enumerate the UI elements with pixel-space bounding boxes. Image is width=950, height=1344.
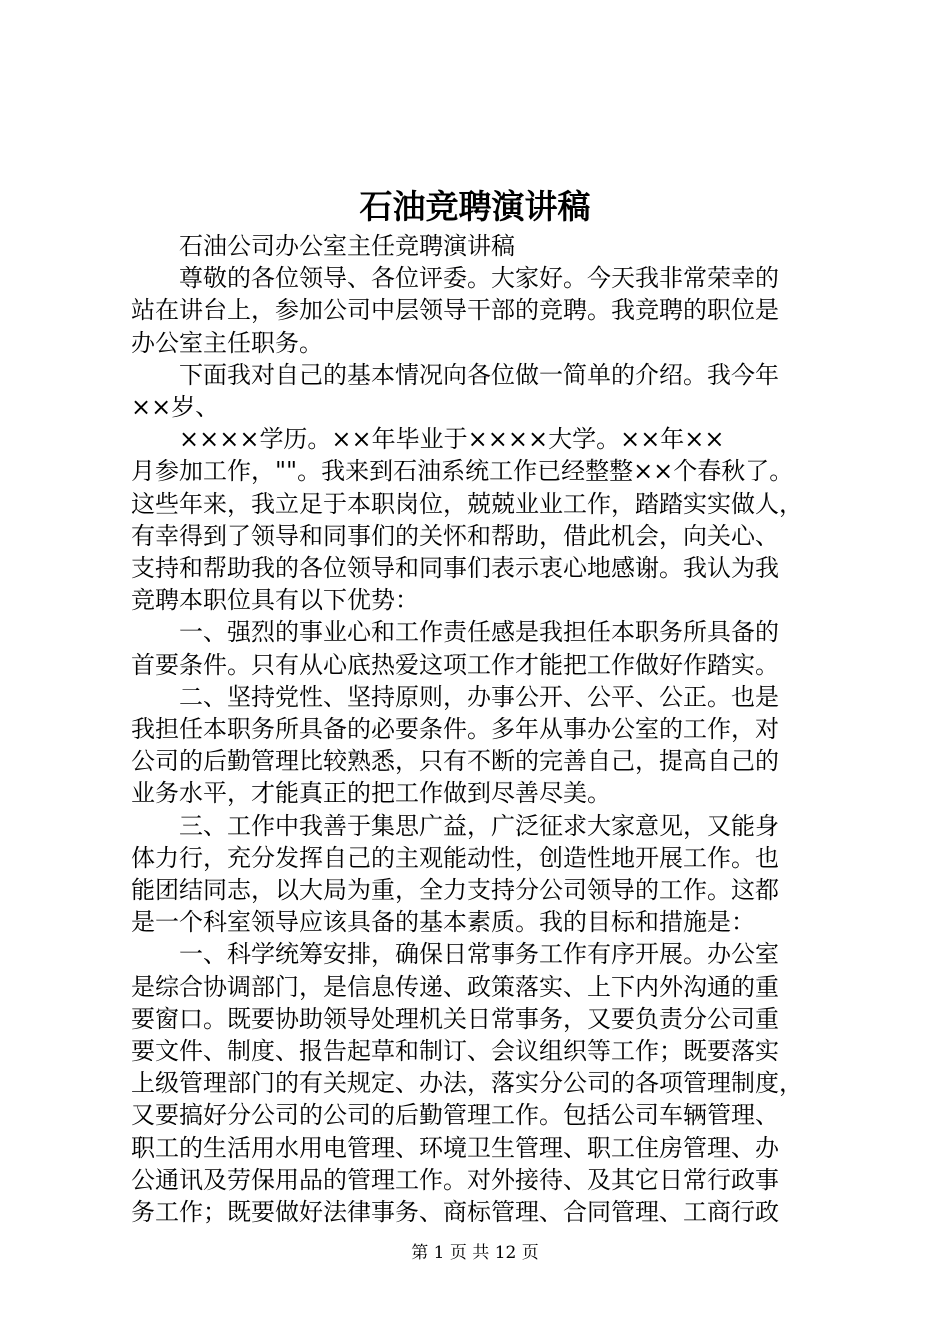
text-line: 务工作；既要做好法律事务、商标管理、合同管理、工商行政 (131, 1198, 779, 1227)
text-line: 业务水平，才能真正的把工作做到尽善尽美。 (131, 779, 611, 808)
text-line: 公司的后勤管理比较熟悉，只有不断的完善自己，提高自己的 (131, 747, 779, 776)
text-line: 职工的生活用水用电管理、环境卫生管理、职工住房管理、办 (131, 1133, 779, 1162)
text-line: 支持和帮助我的各位领导和同事们表示衷心地感谢。我认为我 (131, 554, 779, 583)
text-line: 下面我对自己的基本情况向各位做一简单的介绍。我今年 (179, 360, 779, 389)
text-line: 三、工作中我善于集思广益，广泛征求大家意见，又能身 (179, 811, 779, 840)
text-line: 有幸得到了领导和同事们的关怀和帮助，借此机会，向关心、 (131, 521, 779, 550)
text-line: 要窗口。既要协助领导处理机关日常事务，又要负责分公司重 (131, 1004, 779, 1033)
page-footer: 第 1 页 共 12 页 (411, 1243, 539, 1263)
text-line: 体力行，充分发挥自己的主观能动性，创造性地开展工作。也 (131, 843, 779, 872)
document-body (131, 230, 833, 1228)
text-line: 是综合协调部门，是信息传递、政策落实、上下内外沟通的重 (131, 972, 779, 1001)
text-line: 要文件、制度、报告起草和制订、会议组织等工作；既要落实 (131, 1037, 779, 1066)
text-line: 我担任本职务所具备的必要条件。多年从事办公室的工作，对 (131, 715, 779, 744)
text-line: 尊敬的各位领导、各位评委。大家好。今天我非常荣幸的 (179, 264, 779, 293)
text-line: 二、坚持党性、坚持原则，办事公开、公平、公正。也是 (179, 682, 779, 711)
text-line: 石油公司办公室主任竞聘演讲稿 (179, 232, 515, 260)
text-line: 办公室主任职务。 (131, 328, 323, 357)
text-line: 站在讲台上，参加公司中层领导干部的竞聘。我竞聘的职位是 (131, 296, 779, 325)
text-line: 是一个科室领导应该具备的基本素质。我的目标和措施是： (131, 908, 755, 937)
text-line: 上级管理部门的有关规定、办法，落实分公司的各项管理制度， (131, 1069, 803, 1098)
text-line: 首要条件。只有从心底热爱这项工作才能把工作做好作踏实。 (131, 650, 779, 679)
text-line: 能团结同志，以大局为重，全力支持分公司领导的工作。这都 (131, 876, 779, 905)
document-title: 石油竞聘演讲稿 (359, 187, 591, 226)
text-line: 这些年来，我立足于本职岗位，兢兢业业工作，踏踏实实做人， (131, 489, 803, 518)
text-line: 又要搞好分公司的公司的后勤管理工作。包括公司车辆管理、 (131, 1101, 779, 1130)
text-line: 竞聘本职位具有以下优势： (131, 586, 419, 615)
text-line: 公通讯及劳保用品的管理工作。对外接待、及其它日常行政事 (131, 1165, 779, 1194)
text-line: ××××学历。××年毕业于××××大学。××年×× (179, 425, 725, 454)
text-line: 一、强烈的事业心和工作责任感是我担任本职务所具备的 (179, 618, 779, 647)
text-line: 月参加工作，""。我来到石油系统工作已经整整××个春秋了。 (131, 457, 794, 486)
text-line: ××岁、 (131, 393, 220, 422)
text-line: 一、科学统筹安排，确保日常事务工作有序开展。办公室 (179, 940, 779, 969)
